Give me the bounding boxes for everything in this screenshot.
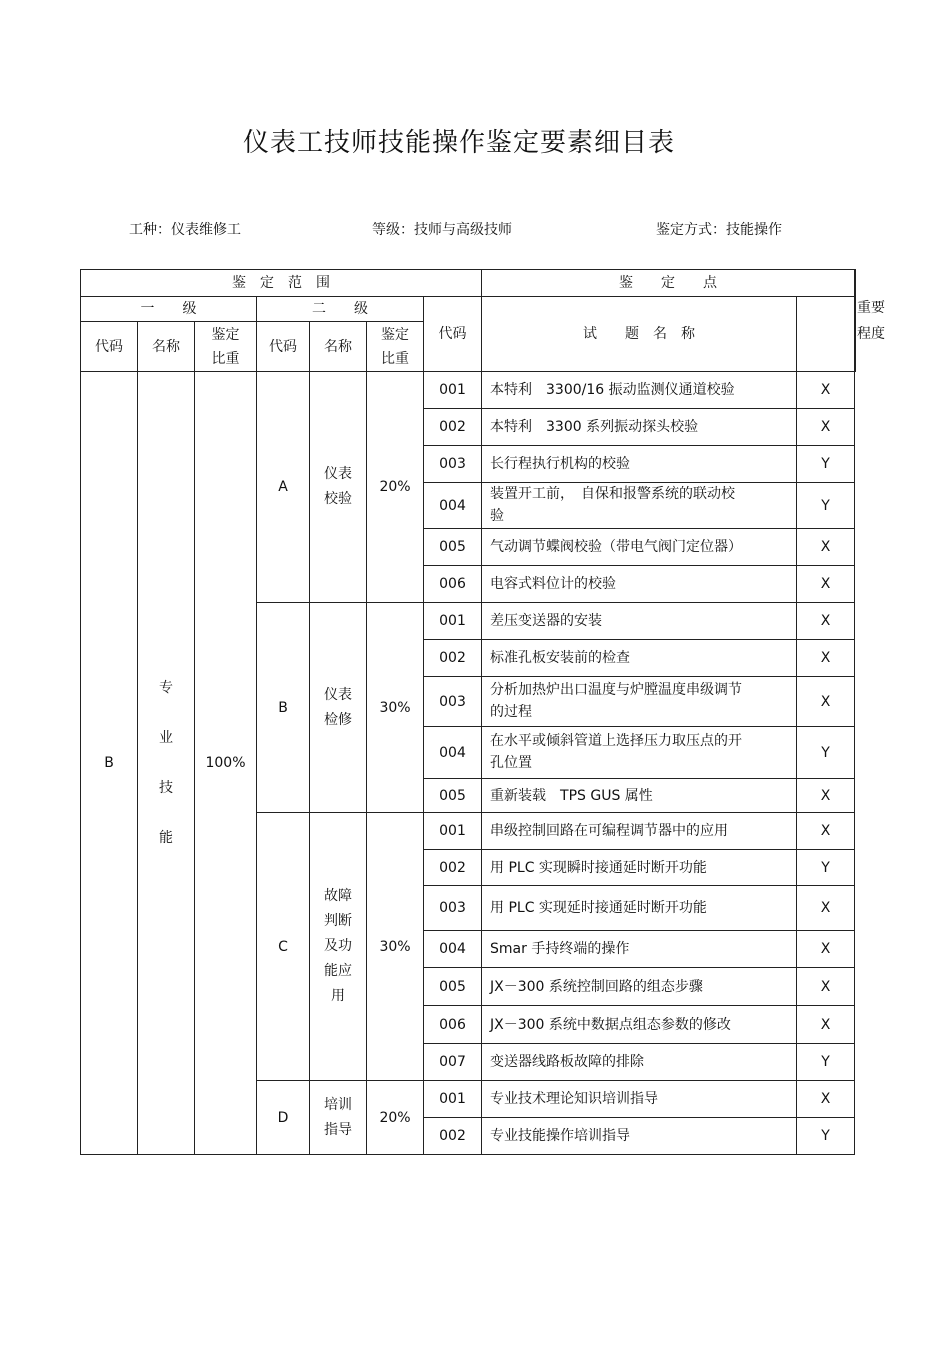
point-code: 003 [424, 677, 482, 727]
point-name-text: 电容式料位计的校验 [490, 576, 617, 592]
point-name-text: 变送器线路板故障的排除 [490, 1054, 645, 1070]
point-name-text: Smar 手持终端的操作 [490, 941, 630, 957]
point-code: 003 [424, 446, 482, 483]
importance: Y [797, 483, 855, 529]
header-scope: 鉴 定 范 围 [81, 270, 482, 297]
level1-code: B [81, 372, 138, 1155]
point-code: 006 [424, 566, 482, 603]
point-name-text: 分析加热炉出口温度与炉膛温度串级调节的过程 [490, 682, 743, 720]
work-type: 工种：仪表维修工 [129, 222, 241, 238]
level2-weight: 30% [367, 603, 424, 813]
level2-weight: 30% [367, 813, 424, 1081]
point-name-text: 专业技术理论知识培训指导 [490, 1091, 659, 1107]
point-name-text: 装置开工前， 自保和报警系统的联动校验 [490, 486, 736, 524]
point-name-text: 长行程执行机构的校验 [490, 456, 631, 472]
level2-code: D [257, 1081, 310, 1155]
header-l1-weight-text: 鉴定比重 [211, 326, 240, 367]
level2-name-text: 仪表检修 [324, 686, 352, 728]
point-code: 002 [424, 1118, 482, 1155]
point-code: 007 [424, 1044, 482, 1081]
level: 等级：技师与高级技师 [372, 222, 512, 238]
header-l2-weight [367, 322, 424, 372]
level2-name-text: 仪表校验 [324, 466, 352, 507]
importance: X [797, 813, 855, 850]
header-level1: 一 级 [81, 297, 257, 322]
point-code: 004 [424, 931, 482, 968]
importance: Y [797, 727, 855, 779]
point-name [482, 1118, 797, 1155]
point-name-text: 重新装载 TPS GUS 属性 [490, 787, 653, 804]
header-importance-text: 重要程度 [857, 299, 886, 342]
level1-name [138, 372, 195, 1155]
point-name [482, 813, 797, 850]
level2-name [310, 813, 367, 1081]
header-item-name: 试 题 名 称 [482, 297, 797, 372]
point-code: 005 [424, 968, 482, 1006]
importance: X [797, 409, 855, 446]
point-name-text: 用 PLC 实现瞬时接通延时断开功能 [490, 859, 707, 876]
importance: X [797, 372, 855, 409]
point-name-text: 串级控制回路在可编程调节器中的应用 [490, 823, 729, 839]
header-l2-name: 名称 [310, 322, 367, 372]
importance: X [797, 566, 855, 603]
point-name-text: 专业技能操作培训指导 [490, 1128, 631, 1144]
point-code: 003 [424, 886, 482, 931]
header-importance [855, 270, 886, 372]
point-name [482, 446, 797, 483]
header-l1-code: 代码 [81, 322, 138, 372]
importance: X [797, 1081, 855, 1118]
header-points: 鉴 定 点 [482, 270, 855, 297]
point-code: 004 [424, 727, 482, 779]
point-name [482, 931, 797, 968]
importance: X [797, 640, 855, 677]
point-name-text: 用 PLC 实现延时接通延时断开功能 [490, 900, 707, 916]
point-name [482, 409, 797, 446]
point-name-text: JX－300 系统中数据点组态参数的修改 [490, 1016, 731, 1033]
point-name-text: JX－300 系统控制回路的组态步骤 [490, 978, 703, 995]
level2-name [310, 372, 367, 603]
header-l2-code: 代码 [257, 322, 310, 372]
point-name [482, 603, 797, 640]
importance: X [797, 603, 855, 640]
point-code: 006 [424, 1006, 482, 1044]
importance: X [797, 1006, 855, 1044]
header-l1-name: 名称 [138, 322, 195, 372]
level2-code: A [257, 372, 310, 603]
point-code: 005 [424, 529, 482, 566]
point-name [482, 727, 797, 779]
point-name-text: 本特利 3300 系列振动探头校验 [490, 419, 699, 435]
point-name [482, 968, 797, 1006]
header-l1-weight [195, 322, 257, 372]
page-title: 仪表工技师技能操作鉴定要素细目表 [242, 128, 675, 158]
level2-code: B [257, 603, 310, 813]
level1-weight: 100% [195, 372, 257, 1155]
point-code: 001 [424, 603, 482, 640]
point-name [482, 1081, 797, 1118]
point-code: 002 [424, 850, 482, 886]
level2-name-text: 培训指导 [324, 1096, 352, 1138]
importance: Y [797, 1044, 855, 1081]
point-code: 002 [424, 640, 482, 677]
importance: X [797, 779, 855, 813]
point-name [482, 529, 797, 566]
level1-name-text: 专业技能 [159, 680, 173, 846]
point-name-text: 标准孔板安装前的检查 [490, 650, 631, 666]
header-level2: 二 级 [257, 297, 424, 322]
importance: Y [797, 850, 855, 886]
header-l2-weight-text: 鉴定比重 [381, 326, 409, 367]
point-code: 001 [424, 813, 482, 850]
elements-table [80, 269, 886, 1155]
point-name [482, 677, 797, 727]
table-row [81, 372, 856, 409]
importance: X [797, 529, 855, 566]
point-name-text: 在水平或倾斜管道上选择压力取压点的开孔位置 [490, 733, 743, 771]
level2-weight: 20% [367, 372, 424, 603]
point-name-text: 差压变送器的安装 [490, 613, 603, 629]
point-code: 005 [424, 779, 482, 813]
point-name [482, 483, 797, 529]
assessment-method: 鉴定方式：技能操作 [656, 222, 782, 238]
point-code: 001 [424, 372, 482, 409]
point-name-text: 本特利 3300/16 振动监测仪通道校验 [490, 382, 735, 398]
point-name-text: 气动调节蝶阀校验（带电气阀门定位器） [490, 539, 743, 555]
importance: X [797, 677, 855, 727]
importance: X [797, 886, 855, 931]
point-name [482, 566, 797, 603]
level2-name [310, 1081, 367, 1155]
point-name [482, 1006, 797, 1044]
level2-name [310, 603, 367, 813]
point-name [482, 1044, 797, 1081]
level2-weight: 20% [367, 1081, 424, 1155]
importance: X [797, 931, 855, 968]
importance: Y [797, 1118, 855, 1155]
point-name [482, 779, 797, 813]
point-name [482, 640, 797, 677]
point-code: 004 [424, 483, 482, 529]
point-name [482, 372, 797, 409]
point-name [482, 850, 797, 886]
importance: Y [797, 446, 855, 483]
level2-name-text: 故障判断及功能应用 [324, 888, 352, 1004]
header-point-code: 代码 [424, 297, 482, 372]
point-name [482, 886, 797, 931]
importance: X [797, 968, 855, 1006]
point-code: 001 [424, 1081, 482, 1118]
point-code: 002 [424, 409, 482, 446]
level2-code: C [257, 813, 310, 1081]
